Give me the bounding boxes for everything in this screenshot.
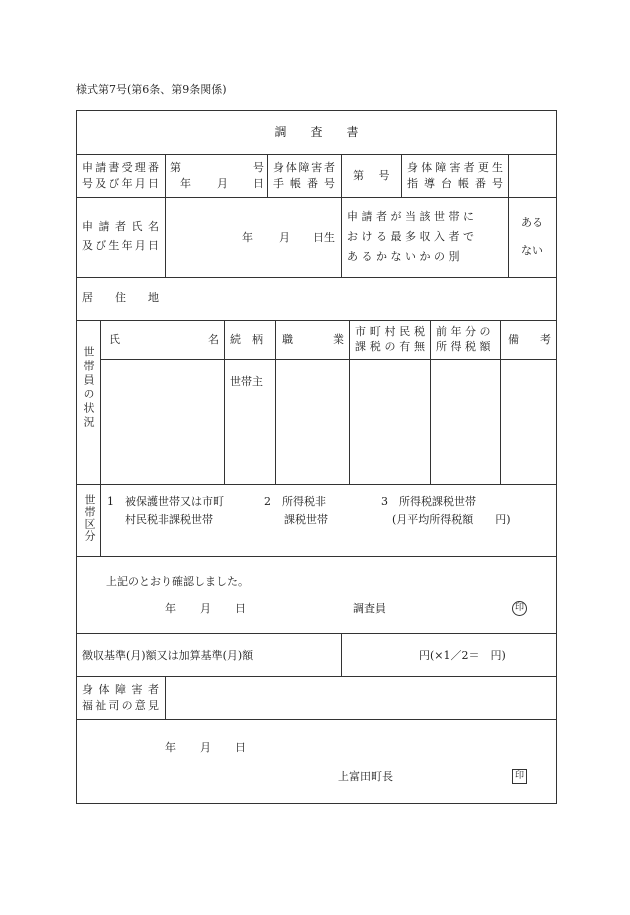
registry-label-2: 指 導 台 帳 番 号 xyxy=(407,177,503,190)
receipt-label-1: 申請書受理番 xyxy=(82,161,159,174)
row-divider xyxy=(76,633,557,634)
head-of-household: 世帯主 xyxy=(230,375,263,388)
footer-year: 年 xyxy=(165,741,176,754)
frame-left xyxy=(76,110,77,804)
income-question-1: 申 請 者 が 当 該 世 帯 に xyxy=(347,210,474,223)
birth-year: 年 xyxy=(242,231,253,244)
applicant-label-1: 申請者氏名 xyxy=(82,220,159,233)
cell-divider xyxy=(275,320,276,485)
confirm-month: 月 xyxy=(200,602,211,615)
welfare-label-2: 福祉司の意見 xyxy=(82,699,159,712)
confirm-year: 年 xyxy=(165,602,176,615)
frame-bottom xyxy=(76,803,557,804)
class-opt2-line2: 課税世帯 xyxy=(284,513,328,526)
income-question-3: あ る か な い か の 別 xyxy=(347,250,460,263)
col-remarks-1: 備 xyxy=(508,333,519,346)
income-question-2: お け る 最 多 収 入 者 で xyxy=(347,230,474,243)
option-nai: ない xyxy=(521,244,543,257)
handbook-label-2: 手 帳 番 号 xyxy=(273,177,335,190)
col-income-2: 所 得 税 額 xyxy=(436,340,491,353)
class-opt1-line1: 1 被保護世帯又は市町 xyxy=(107,495,224,508)
mayor-label: 上富田町長 xyxy=(338,770,393,783)
cell-divider xyxy=(508,154,509,278)
cell-divider xyxy=(341,633,342,677)
class-opt2-line1: 2 所得税非 xyxy=(264,495,326,508)
col-job-2: 業 xyxy=(333,333,344,346)
row-divider xyxy=(100,359,557,360)
col-tax-2: 課税の有無 xyxy=(355,340,425,353)
frame-right xyxy=(556,110,557,804)
frame-top xyxy=(76,110,557,111)
col-remarks-2: 考 xyxy=(540,333,551,346)
handbook-value: 第 号 xyxy=(353,169,390,182)
cell-divider xyxy=(267,154,268,198)
classification-side-label: 世帯区分 xyxy=(83,494,96,542)
row-divider xyxy=(76,277,557,278)
row-divider xyxy=(76,197,557,198)
receipt-go: 号 xyxy=(253,161,264,174)
class-opt3-line2: (月平均所得税額 円) xyxy=(392,513,511,526)
row-divider xyxy=(76,676,557,677)
col-tax-1: 市町村民税 xyxy=(355,325,425,338)
row-divider xyxy=(76,484,557,485)
applicant-label-2: 及び生年月日 xyxy=(82,239,159,252)
receipt-label-2: 号及び年月日 xyxy=(82,177,159,190)
cell-divider xyxy=(100,320,101,485)
col-relation: 続 柄 xyxy=(230,333,263,346)
cell-divider xyxy=(430,320,431,485)
cell-divider xyxy=(224,320,225,485)
cell-divider xyxy=(165,154,166,278)
col-name-shi: 氏 xyxy=(109,333,120,346)
cell-divider xyxy=(349,320,350,485)
footer-month: 月 xyxy=(200,741,211,754)
household-side-label: 世帯員の状況 xyxy=(82,346,95,430)
cell-divider xyxy=(341,154,342,278)
registry-label-1: 身体障害者更生 xyxy=(407,161,503,174)
cell-divider xyxy=(500,320,501,485)
confirm-day: 日 xyxy=(235,602,246,615)
standard-label: 徴収基準(月)額又は加算基準(月)額 xyxy=(82,649,254,662)
col-job-1: 職 xyxy=(282,333,293,346)
birth-day: 日生 xyxy=(313,231,335,244)
receipt-month: 月 xyxy=(217,177,228,190)
cell-divider xyxy=(401,154,402,198)
address-label: 居 住 地 xyxy=(82,291,159,304)
col-name-mei: 名 xyxy=(208,333,219,346)
footer-day: 日 xyxy=(235,741,246,754)
row-divider xyxy=(76,556,557,557)
form-number: 様式第7号(第6条、第9条関係) xyxy=(76,83,227,96)
document-title: 調 査 書 xyxy=(274,125,359,139)
mayor-seal-icon: 印 xyxy=(512,769,527,784)
welfare-label-1: 身 体 障 害 者 xyxy=(82,683,159,696)
option-aru: ある xyxy=(521,216,543,229)
receipt-year: 年 xyxy=(180,177,191,190)
confirm-text: 上記のとおり確認しました。 xyxy=(106,575,249,588)
cell-divider xyxy=(100,484,101,557)
standard-value: 円(×1／2＝ 円) xyxy=(419,649,506,662)
receipt-dai: 第 xyxy=(170,161,181,174)
receipt-day: 日 xyxy=(253,177,264,190)
col-income-1: 前 年 分 の xyxy=(436,325,491,338)
cell-divider xyxy=(165,676,166,720)
class-opt3-line1: 3 所得税課税世帯 xyxy=(381,495,476,508)
row-divider xyxy=(76,154,557,155)
birth-month: 月 xyxy=(279,231,290,244)
investigator-label: 調査員 xyxy=(353,602,386,615)
row-divider xyxy=(76,320,557,321)
row-divider xyxy=(76,719,557,720)
investigator-seal-icon: 印 xyxy=(512,601,527,616)
handbook-label-1: 身体障害者 xyxy=(273,161,335,174)
class-opt1-line2: 村民税非課税世帯 xyxy=(125,513,213,526)
